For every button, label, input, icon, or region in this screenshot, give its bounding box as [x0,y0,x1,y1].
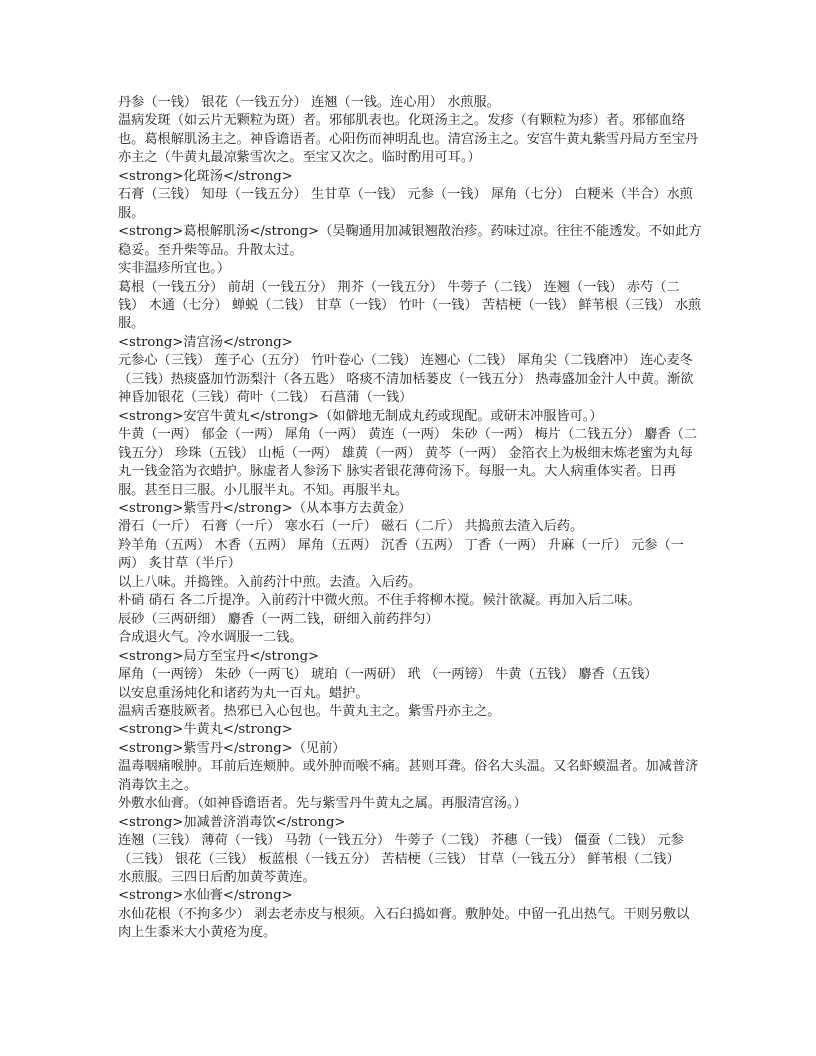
section-heading: <strong>局方至宝丹</strong> [118,648,320,664]
section-heading: <strong>清宫汤</strong> [118,334,293,350]
paragraph: 连翘（三钱） 薄荷（一钱） 马勃（一钱五分） 牛蒡子（二钱） 芥穗（一钱） 僵蚕（二钱） 元参（三钱） 银花（三钱） 板蓝根（一钱五分） 苦桔梗（三钱） 甘草（一钱五分） 鲜苇根（二钱） [118,833,684,867]
section-heading: <strong>葛根解肌汤</strong>（吴鞠通用加减银翘散治疹。药味过凉。往往不能透发。不如此方稳妥。至升柴等品。升散太过。 [118,224,702,258]
paragraph: 水仙花根（不拘多少） 剥去老赤皮与根须。入石臼捣如膏。敷肿处。中留一孔出热气。干则另敷以肉上生黍米大小黄疮为度。 [118,906,690,941]
paragraph: 水煎服。三四日后酌加黄芩黄连。 [118,870,316,886]
paragraph: 犀角（一两镑） 朱砂（一两飞） 琥珀（一两研） 玳 （一两镑） 牛黄（五钱） 麝香（五钱） [118,667,658,683]
section-heading: <strong>水仙膏</strong> [118,888,293,904]
paragraph: 牛黄（一两） 郁金（一两） 犀角（一两） 黄连（一两） 朱砂（一两） 梅片（二钱五分） 麝香（二钱五分） 珍珠（五钱） 山栀（一两） 雄黄（一两） 黄芩（一两） 金箔衣上为极细末炼老蜜为丸每丸一钱金箔为衣蜡护。脉虚者人参汤下 脉实者银花薄荷汤下。每服一丸。大人病重体实者。日再服。甚至日三服。小儿服半丸。不知。再服半丸。 [118,427,698,498]
paragraph: 外敷水仙膏。（如神昏谵语者。先与紫雪丹牛黄丸之属。再服清宫汤。） [118,796,527,812]
paragraph: 石膏（三钱） 知母（一钱五分） 生甘草（一钱） 元参（一钱） 犀角（七分） 白粳米（半合）水煎服。 [118,187,693,221]
section-heading: <strong>紫雪丹</strong>（见前） [118,740,346,756]
paragraph: 温病发斑（如云片无颗粒为斑）者。邪郁肌表也。化斑汤主之。发疹（有颗粒为疹）者。邪郁血络也。葛根解肌汤主之。神昏谵语者。心阳伤而神明乱也。清宫汤主之。安宫牛黄丸紫雪丹局方至宝丹亦主之（牛黄丸最凉紫雪次之。至宝又次之。临时酌用可耳。） [118,113,699,166]
document-body [118,94,702,943]
paragraph: 以安息重汤炖化和诸药为丸一百丸。蜡护。 [118,685,369,701]
paragraph: 元参心（三钱） 莲子心（五分） 竹叶卷心（二钱） 连翘心（二钱） 犀角尖（二钱磨冲） 连心麦冬（三钱）热痰盛加竹沥梨汁（各五匙） 咯痰不清加栝蒌皮（一钱五分） 热毒盛加金汁人中黄。渐欲神昏加银花（三钱）荷叶（二钱） 石菖蒲（一钱） [118,353,694,406]
paragraph: 丹参（一钱） 银花（一钱五分） 连翘（一钱。连心用） 水煎服。 [118,95,500,110]
paragraph: 滑石（一斤） 石膏（一斤） 寒水石（一斤） 磁石（二斤） 共捣煎去渣入后药。 [118,519,584,535]
paragraph: 辰砂（三两研细） 麝香（一两二钱，研细入前药拌匀） [118,611,439,627]
section-heading: <strong>化斑汤</strong> [118,168,293,184]
paragraph: 合成退火气。冷水调服一二钱。 [118,630,303,646]
paragraph: 葛根（一钱五分） 前胡（一钱五分） 荆芥（一钱五分） 牛蒡子（二钱） 连翘（一钱） 赤芍（二钱） 木通（七分） 蝉蜕（二钱） 甘草（一钱） 竹叶（一钱） 苦桔梗（一钱） 鲜苇根（三钱） 水煎服。 [118,279,702,332]
paragraph: 实非温疹所宜也。） [118,261,231,277]
section-heading: <strong>紫雪丹</strong>（从本事方去黄金） [118,500,412,516]
paragraph: 温毒咽痛喉肿。耳前后连颊肿。或外肿而喉不痛。甚则耳聋。俗名大头温。又名虾蟆温者。加减普济消毒饮主之。 [118,759,699,793]
section-heading: <strong>加减普济消毒饮</strong> [118,814,346,830]
section-heading: <strong>牛黄丸</strong> [118,722,293,738]
section-heading: <strong>安宫牛黄丸</strong>（如僻地无制成丸药或现配。或研末冲服皆可。） [118,408,603,424]
paragraph: 朴硝 硝石 各二斤提净。入前药汁中微火煎。不住手将柳木搅。候汁欲凝。再加入后二味。 [118,593,641,609]
paragraph: 温病舌蹇肢厥者。热邪已入心包也。牛黄丸主之。紫雪丹亦主之。 [118,703,501,719]
paragraph: 羚羊角（五两） 木香（五两） 犀角（五两） 沉香（五两） 丁香（一两） 升麻（一斤） 元参（一两） 炙甘草（半斤） [118,537,684,572]
paragraph: 以上八味。并捣锉。入前药汁中煎。去渣。入后药。 [118,574,422,590]
